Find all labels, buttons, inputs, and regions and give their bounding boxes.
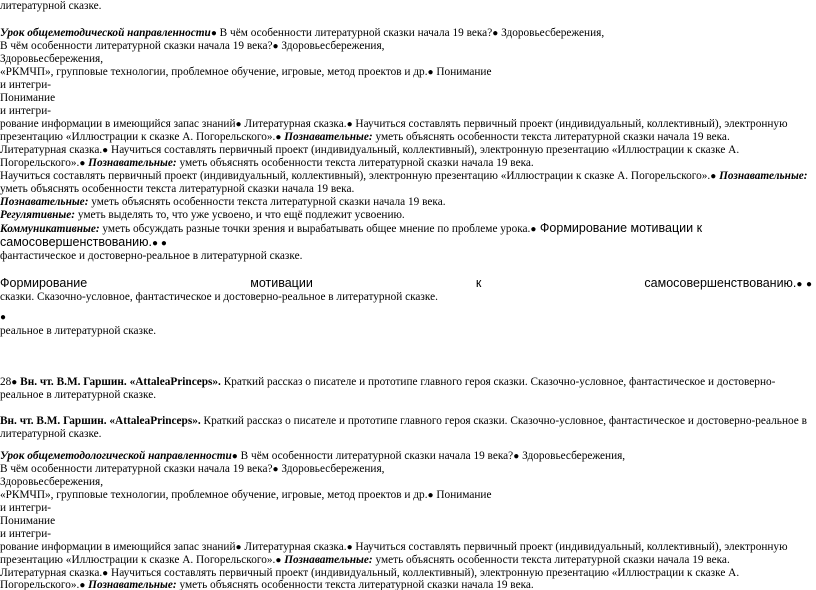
bullet-icon: ●: [0, 312, 7, 323]
bullet-icon: ●: [102, 568, 109, 579]
text-line: презентацию «Иллюстрации к сказке А. Погорельского».● Познавательные: уметь объяснять особенности текста литературной сказки начала 19 века.: [0, 131, 730, 143]
text-line: сказки. Сказочно-условное, фантастическое и достоверно-реальное в литературной сказке.: [0, 291, 438, 303]
text-line: самосовершенствованию.● ●: [0, 235, 167, 249]
category-label: Познавательные:: [281, 554, 373, 566]
bullet-icon: ●: [530, 224, 537, 235]
bullet-icon: ●: [513, 451, 520, 462]
lesson-title: Вн. чт. В.М. Гаршин. «AttaleaPrinceps».: [17, 376, 221, 388]
text-line: «РКМЧП», групповые технологии, проблемное обучение, игровые, метод проектов и др.● Понимание: [0, 489, 492, 501]
bullet-icon: ●: [210, 28, 217, 39]
text-line: рование информации в имеющийся запас знаний● Литературная сказка.● Научиться составлять первичный проект (индивидуальный, коллективный), электронную: [0, 118, 788, 130]
text-line: реальное в литературной сказке.: [0, 325, 157, 337]
text-line: В чём особенности литературной сказки начала 19 века?● Здоровьесбережения,: [0, 463, 385, 475]
bullet-icon: ●: [160, 238, 167, 249]
text-line: и интегри-: [0, 502, 52, 514]
motivation-line: Формирование мотивации к самосовершенствованию.● ●: [0, 276, 812, 290]
bullet-icon: ●: [796, 279, 803, 290]
text-line: В чём особенности литературной сказки начала 19 века?● Здоровьесбережения,: [0, 40, 385, 52]
category-label: Познавательные:: [716, 170, 808, 182]
text-line: Познавательные: уметь объяснять особенности текста литературной сказки начала 19 века.: [0, 196, 446, 208]
category-label: Регулятивные:: [0, 209, 76, 221]
text-line: Литературная сказка.● Научиться составлять первичный проект (индивидуальный, коллективный), электронную презентацию «Иллюстрации к сказке А.: [0, 144, 740, 156]
bullet-icon: ●: [79, 580, 86, 590]
bullet-icon: ●: [346, 119, 353, 130]
text-line: Коммуникативные: уметь обсуждать разные точки зрения и вырабатывать общее мнение по проблеме урока.● Формирование мотивации к: [0, 221, 703, 235]
category-label: Коммуникативные:: [0, 223, 100, 235]
bullet-icon: ●: [272, 464, 279, 475]
text-line: и интегри-: [0, 528, 52, 540]
bullet-icon: ●: [102, 145, 109, 156]
bullet-icon: ●: [152, 238, 159, 249]
text-line: Понимание: [0, 515, 56, 527]
text-line: Погорельского».● Познавательные: уметь объяснять особенности текста литературной сказки начала 19 века.: [0, 579, 534, 590]
bullet-icon: ●: [231, 451, 238, 462]
text-line: и интегри-: [0, 105, 52, 117]
text-line: Здоровьесбережения,: [0, 53, 104, 65]
text-line: презентацию «Иллюстрации к сказке А. Погорельского».● Познавательные: уметь объяснять особенности текста литературной сказки начала 19 века.: [0, 554, 730, 566]
bullet-icon: ●: [11, 377, 18, 388]
text-line: уметь объяснять особенности текста литературной сказки начала 19 века.: [0, 183, 355, 195]
lesson-28-line: Вн. чт. В.М. Гаршин. «AttaleaPrinceps». Краткий рассказ о писателе и прототипе главного героя сказки. Сказочно-условное, фантастическое и достоверно-реальное в: [0, 415, 807, 427]
lesson-type-heading: Урок общеметодической направленности: [0, 27, 211, 39]
text-line: литературной сказке.: [0, 428, 102, 440]
text-line: и интегри-: [0, 79, 52, 91]
text-line: литературной сказке.: [0, 0, 102, 12]
bullet-icon: ●: [427, 490, 434, 501]
lesson-28-line: 28● Вн. чт. В.М. Гаршин. «AttaleaPrinceps». Краткий рассказ о писателе и прототипе главного героя сказки. Сказочно-условное, фантастическое и достоверно-: [0, 376, 776, 388]
text-line: Здоровьесбережения,: [0, 476, 104, 488]
text-line: реальное в литературной сказке.: [0, 389, 157, 401]
text-line: Научиться составлять первичный проект (индивидуальный, коллективный), электронную презентацию «Иллюстрации к сказке А. Погорельского».● Познавательные:: [0, 170, 808, 182]
text-line: фантастическое и достоверно-реальное в литературной сказке.: [0, 250, 303, 262]
lesson-type-line: Урок общеметодической направленности● В чём особенности литературной сказки начала 19 века?● Здоровьесбережения,: [0, 27, 605, 39]
text-line: «РКМЧП», групповые технологии, проблемное обучение, игровые, метод проектов и др.● Понимание: [0, 66, 492, 78]
bullet-icon: ●: [235, 119, 242, 130]
bullet-icon: ●: [805, 279, 812, 290]
text-line: Регулятивные: уметь выделять то, что уже усвоено, и что ещё подлежит усвоению.: [0, 209, 405, 221]
bullet-icon: ●: [79, 158, 86, 169]
lesson-type-line: Урок общеметодологической направленности● В чём особенности литературной сказки начала 19 века?● Здоровьесбережения,: [0, 450, 626, 462]
text-line: Понимание: [0, 92, 56, 104]
text-line: рование информации в имеющийся запас знаний● Литературная сказка.● Научиться составлять первичный проект (индивидуальный, коллективный), электронную: [0, 541, 788, 553]
category-label: Познавательные:: [85, 579, 177, 590]
bullet-icon: ●: [235, 542, 242, 553]
text-line: Литературная сказка.● Научиться составлять первичный проект (индивидуальный, коллективный), электронную презентацию «Иллюстрации к сказке А.: [0, 567, 740, 579]
bullet-icon: ●: [346, 542, 353, 553]
lesson-type-heading: Урок общеметодологической направленности: [0, 450, 232, 462]
bullet-icon: ●: [275, 132, 282, 143]
category-label: Познавательные:: [85, 157, 177, 169]
bullet-icon: ●: [275, 555, 282, 566]
bullet-icon: ●: [427, 67, 434, 78]
category-label: Познавательные:: [0, 196, 89, 208]
bullet-icon: ●: [492, 28, 499, 39]
bullet-icon: ●: [272, 41, 279, 52]
lesson-title: Вн. чт. В.М. Гаршин. «AttaleaPrinceps».: [0, 415, 201, 427]
bullet-icon: ●: [710, 171, 717, 182]
text-line: [0, 311, 6, 325]
category-label: Познавательные:: [281, 131, 373, 143]
text-line: Погорельского».● Познавательные: уметь объяснять особенности текста литературной сказки начала 19 века.: [0, 157, 534, 169]
